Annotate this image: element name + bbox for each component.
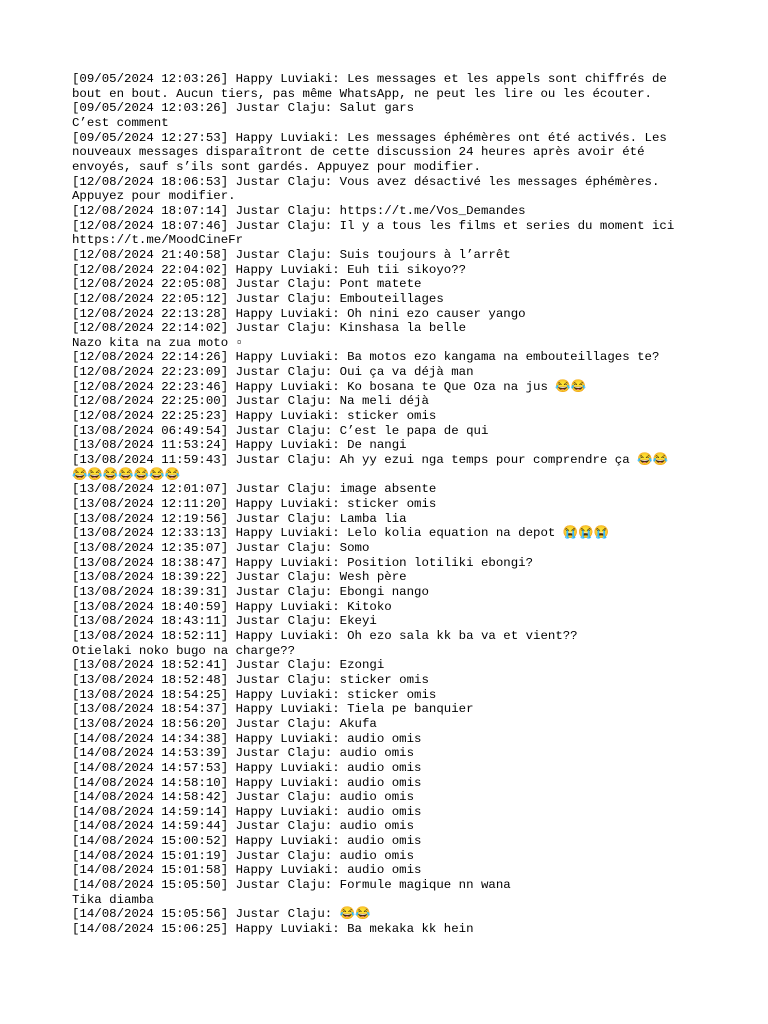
chat-line: [12/08/2024 22:25:00] Justar Claju: Na meli déjà <box>72 394 429 409</box>
chat-line: nouveaux messages disparaîtront de cette discussion 24 heures après avoir été <box>72 145 645 160</box>
chat-line: [13/08/2024 11:53:24] Happy Luviaki: De nangi <box>72 438 407 453</box>
chat-line: [14/08/2024 14:58:42] Justar Claju: audio omis <box>72 790 415 805</box>
chat-line: [13/08/2024 06:49:54] Justar Claju: C’est le papa de qui <box>72 423 489 438</box>
chat-line: [14/08/2024 15:01:19] Justar Claju: audio omis <box>72 848 415 863</box>
chat-line: Otielaki noko bugo na charge?? <box>72 643 296 658</box>
chat-line: [14/08/2024 14:59:14] Happy Luviaki: audio omis <box>72 804 422 819</box>
chat-line: [13/08/2024 18:40:59] Happy Luviaki: Kitoko <box>72 599 392 614</box>
chat-line: [13/08/2024 11:59:43] Justar Claju: Ah yy ezui nga temps pour comprendre ça 😂😂 <box>72 453 668 468</box>
chat-line: [13/08/2024 18:56:20] Justar Claju: Akufa <box>72 716 377 731</box>
chat-line: Tika diamba <box>72 892 154 907</box>
chat-line: [09/05/2024 12:03:26] Happy Luviaki: Les messages et les appels sont chiffrés de <box>72 72 667 86</box>
chat-line: https://t.me/MoodCineFr <box>72 233 244 248</box>
chat-line: [13/08/2024 18:43:11] Justar Claju: Ekeyi <box>72 614 377 629</box>
chat-line: [12/08/2024 22:25:23] Happy Luviaki: sticker omis <box>72 409 437 424</box>
chat-line: [09/05/2024 12:27:53] Happy Luviaki: Les messages éphémères ont été activés. Les <box>72 130 667 145</box>
chat-line: [12/08/2024 22:04:02] Happy Luviaki: Euh tii sikoyo?? <box>72 262 467 277</box>
chat-line: [13/08/2024 12:35:07] Justar Claju: Somo <box>72 541 370 555</box>
chat-line: [13/08/2024 12:33:13] Happy Luviaki: Lelo kolia equation na depot 😭😭😭 <box>72 526 610 541</box>
chat-line: [14/08/2024 15:05:56] Justar Claju: 😂😂 <box>72 907 371 922</box>
chat-line: 😂😂😂😂😂😂😂 <box>72 467 180 482</box>
chat-line: [13/08/2024 12:11:20] Happy Luviaki: sticker omis <box>72 497 437 512</box>
chat-line: [13/08/2024 18:38:47] Happy Luviaki: Position lotiliki ebongi? <box>72 555 534 570</box>
chat-line: [14/08/2024 14:53:39] Justar Claju: audio omis <box>72 746 415 761</box>
chat-line: [12/08/2024 21:40:58] Justar Claju: Suis toujours à l’arrêt <box>72 247 511 262</box>
chat-line: Appuyez pour modifier. <box>72 189 236 204</box>
chat-line: [13/08/2024 12:01:07] Justar Claju: image absente <box>72 482 437 497</box>
chat-line: [12/08/2024 22:23:46] Happy Luviaki: Ko bosana te Que Oza na jus 😂😂 <box>72 379 587 394</box>
chat-line: [13/08/2024 18:52:11] Happy Luviaki: Oh ezo sala kk ba va et vient?? <box>72 628 578 643</box>
chat-transcript-page <box>72 72 702 937</box>
chat-line: [14/08/2024 14:59:44] Justar Claju: audio omis <box>72 819 415 834</box>
chat-line: [13/08/2024 18:54:37] Happy Luviaki: Tiela pe banquier <box>72 702 474 717</box>
chat-line: [12/08/2024 18:07:14] Justar Claju: https://t.me/Vos_Demandes <box>72 203 526 218</box>
chat-line: [14/08/2024 14:57:53] Happy Luviaki: audio omis <box>72 760 422 775</box>
chat-line: [12/08/2024 22:23:09] Justar Claju: Oui ça va déjà man <box>72 365 474 380</box>
chat-line: Nazo kita na zua moto ▫ <box>72 335 244 350</box>
chat-line: [13/08/2024 18:39:22] Justar Claju: Wesh père <box>72 570 407 585</box>
chat-line: [12/08/2024 22:13:28] Happy Luviaki: Oh nini ezo causer yango <box>72 306 526 321</box>
chat-line: envoyés, sauf s’ils sont gardés. Appuyez pour modifier. <box>72 159 481 174</box>
chat-line: [14/08/2024 14:58:10] Happy Luviaki: audio omis <box>72 775 422 790</box>
chat-line: [14/08/2024 15:00:52] Happy Luviaki: audio omis <box>72 834 422 849</box>
chat-line: C’est comment <box>72 115 169 130</box>
chat-line: [14/08/2024 15:05:50] Justar Claju: Formule magique nn wana <box>72 878 511 893</box>
chat-line: [14/08/2024 14:34:38] Happy Luviaki: audio omis <box>72 731 422 746</box>
chat-line: [09/05/2024 12:03:26] Justar Claju: Salut gars <box>72 101 415 116</box>
chat-line: [12/08/2024 22:14:26] Happy Luviaki: Ba motos ezo kangama na embouteillages te? <box>72 350 660 365</box>
chat-line: [12/08/2024 22:05:12] Justar Claju: Embouteillages <box>72 291 444 306</box>
chat-line: [12/08/2024 22:05:08] Justar Claju: Pont matete <box>72 277 422 292</box>
chat-line: [13/08/2024 18:52:48] Justar Claju: sticker omis <box>72 672 429 687</box>
chat-line: bout en bout. Aucun tiers, pas même WhatsApp, ne peut les lire ou les écouter. <box>72 86 652 101</box>
chat-line: [14/08/2024 15:01:58] Happy Luviaki: audio omis <box>72 863 422 878</box>
chat-line: [13/08/2024 18:52:41] Justar Claju: Ezongi <box>72 658 385 673</box>
chat-line: [14/08/2024 15:06:25] Happy Luviaki: Ba mekaka kk hein <box>72 922 474 937</box>
chat-line: [12/08/2024 22:14:02] Justar Claju: Kinshasa la belle <box>72 321 467 336</box>
chat-line: [12/08/2024 18:06:53] Justar Claju: Vous avez désactivé les messages éphémères. <box>72 174 660 189</box>
chat-line: [12/08/2024 18:07:46] Justar Claju: Il y a tous les films et series du moment ici <box>72 218 675 233</box>
chat-line: [13/08/2024 18:54:25] Happy Luviaki: sticker omis <box>72 687 437 702</box>
chat-transcript <box>72 72 702 937</box>
chat-line: [13/08/2024 18:39:31] Justar Claju: Ebongi nango <box>72 584 429 599</box>
chat-line: [13/08/2024 12:19:56] Justar Claju: Lamba lia <box>72 511 407 526</box>
